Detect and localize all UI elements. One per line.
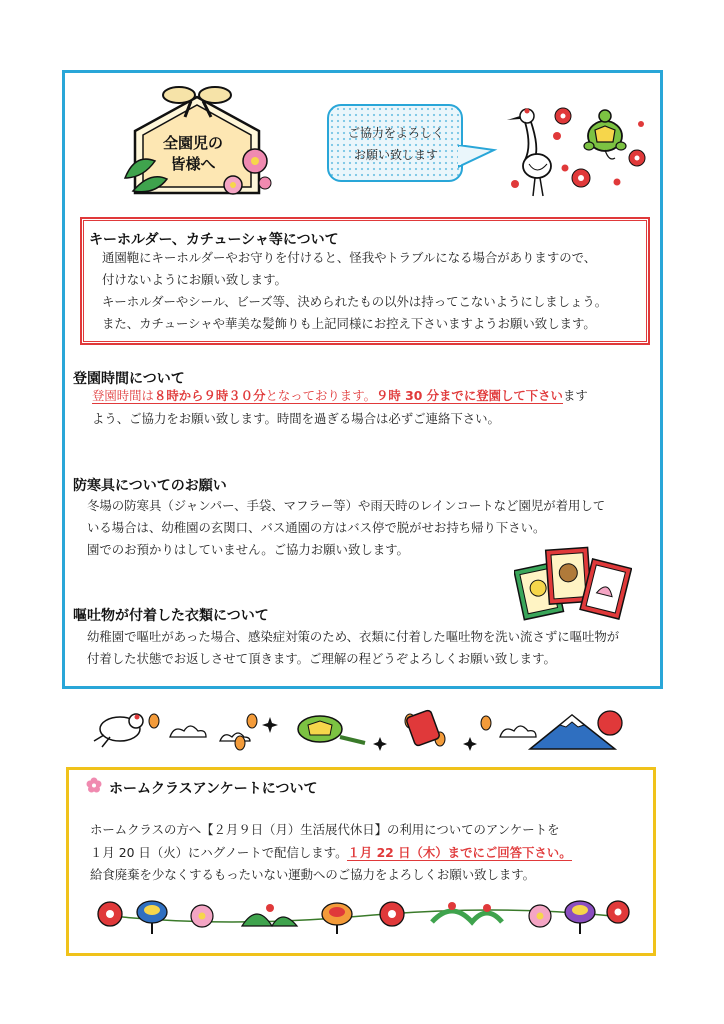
keyholder-heading: キーホルダー、カチューシャ等について	[89, 232, 339, 248]
speech-bubble-tail	[458, 145, 498, 175]
turtle-icon	[584, 110, 626, 159]
ema-text-line1: 全園児の	[162, 134, 223, 152]
coldwear-line-3: 園でのお預かりはしていません。ご協力お願い致します。	[87, 542, 409, 557]
arrival-seg-3: となっております。	[265, 388, 376, 403]
survey-line-2	[90, 844, 572, 862]
vomit-line-1: 幼稚園で嘔吐があった場合、感染症対策のため、衣類に付着した嘔吐物を洗い流さずに嘔吐物が	[87, 629, 620, 644]
keyholder-line-3: キーホルダーやシール、ビーズ等、決められたもの以外は持ってこないようにしましょう。	[102, 294, 608, 309]
spinning-top	[137, 901, 167, 934]
keyholder-line-2: 付けないようにお願い致します。	[102, 272, 287, 287]
survey-line-2a: １月 20 日（火）にハグノートで配信します。	[90, 845, 348, 860]
survey-line-3: 給食廃棄を少なくするもったいない運動へのご協力をよろしくお願い致します。	[90, 867, 536, 882]
karuta-cards-icon	[514, 543, 632, 621]
sakura-icon	[86, 777, 102, 793]
coldwear-line-1: 冬場の防寒具（ジャンパー、手袋、マフラー等）や雨天時のレインコートなど園児が着用して	[87, 498, 606, 513]
coldwear-heading: 防寒具についてのお願い	[73, 478, 227, 494]
survey-heading: ホームクラスアンケートについて	[109, 781, 318, 797]
bubble-line2: お願い致します	[353, 148, 438, 162]
coldwear-line-2: いる場合は、幼稚園の玄関口、バス通園の方はバス停で脱がせお持ち帰り下さい。	[87, 520, 546, 535]
ema-text-line2: 皆様へ	[170, 155, 216, 173]
flower-garland-icon	[92, 892, 632, 938]
new-year-border-icon	[90, 707, 635, 753]
survey-deadline: １月 22 日（木）までにご回答下さい。	[347, 845, 572, 860]
keyholder-line-1: 通園鞄にキーホルダーやお守りを付けると、怪我やトラブルになる場合がありますので、	[102, 250, 597, 265]
survey-line-1: ホームクラスの方へ【２月９日（月）生活展代休日】の利用についてのアンケートを	[90, 822, 560, 837]
bubble-line1: ご協力をよろしく	[347, 126, 444, 140]
arrival-heading: 登園時間について	[73, 371, 185, 387]
crane-turtle-icon	[505, 98, 650, 198]
vomit-line-2: 付着した状態でお返しさせて頂きます。ご理解の程どうぞよろしくお願い致します。	[87, 651, 556, 666]
arrival-seg-4: ９時 30 分までに登園して下さい	[376, 388, 563, 403]
arrival-seg-2: ８時から９時３０分	[153, 388, 266, 403]
vomit-heading: 嘔吐物が付着した衣類について	[73, 608, 269, 624]
ume-flower	[98, 902, 122, 926]
speech-bubble-text	[332, 122, 460, 166]
keyholder-line-4: また、カチューシャや華美な髪飾りも上記同様にお控え下さいますようお願い致します。	[102, 316, 596, 331]
arrival-line-1	[92, 387, 588, 405]
arrival-seg-1: 登園時間は	[92, 388, 154, 403]
ema-text	[150, 133, 236, 175]
arrival-seg-5: ます	[562, 388, 588, 403]
arrival-line-2: よう、ご協力をお願い致します。時間を過ぎる場合は必ずご連絡下さい。	[92, 411, 500, 426]
